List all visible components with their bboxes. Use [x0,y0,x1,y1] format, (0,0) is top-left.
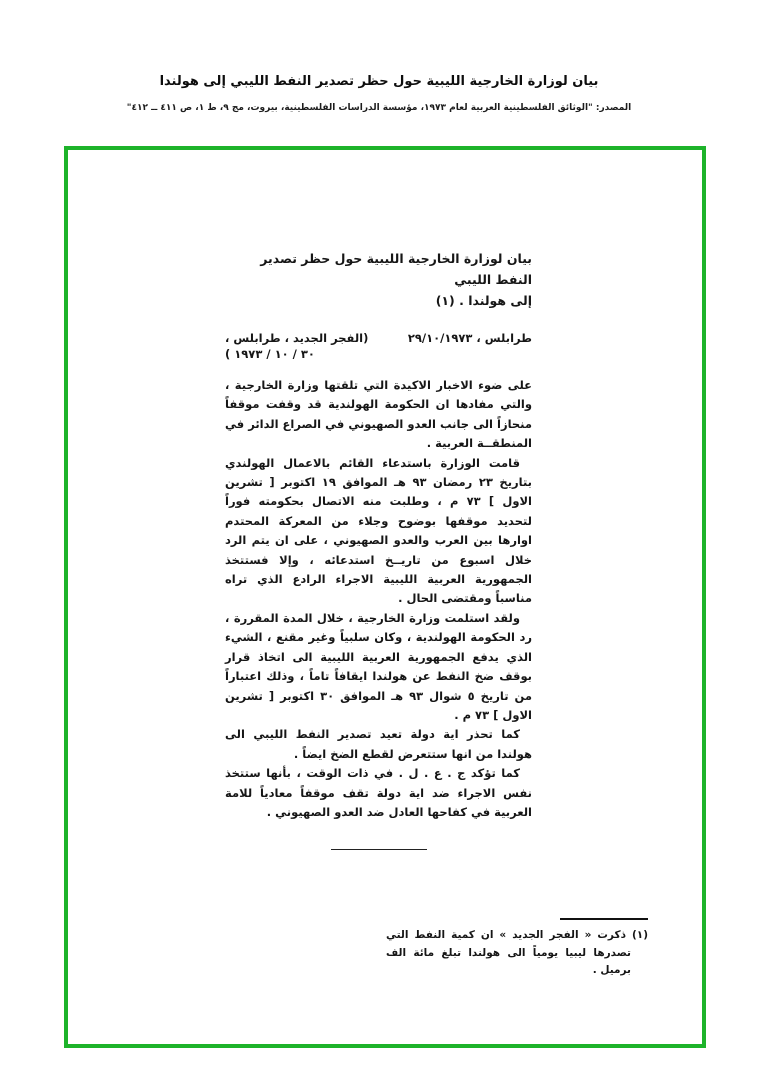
dateline-source-open: (الفجر الجديد ، طرابلس ، [225,331,369,345]
paragraph: كما تحذر اية دولة تعيد تصدير النفط الليبي الى هولندا من انها ستتعرض لقطع الضخ ايضاً . [225,727,532,761]
source-line: المصدر: "الوثائق الفلسطينية العربية لعام ١٩٧٣، مؤسسة الدراسات الفلسطينية، بيروت، مج ٩، ط ١، ص ٤١١ ــ ٤١٢" [126,103,632,113]
paragraph: ولقد استلمت وزارة الخارجية ، خلال المدة المقررة ، رد الحكومة الهولندية ، وكان سلبياً وغير مقنع ، الشيء الذي يدفع الجمهورية العربية الليبية الى اتخاذ قرار بوقف ضخ النفط عن هولندا ايقافاً تاماً ، وذلك اعتباراً من تاريخ ٥ شوال ٩٣ هـ الموافق ٣٠ اكتوبر [ تشرين الاول ] ٧٣ م . [225,610,532,722]
document-body-column [225,248,532,850]
paragraph: قامت الوزارة باستدعاء القائم بالاعمال الهولندي بتاريخ ٢٣ رمضان ٩٣ هـ الموافق ١٩ اكتوبر [ تشرين الاول ] ٧٣ م ، وطلبت منه الاتصال بحكومته فوراً لتحديد موقفها بوضوح وجلاء من المعركة المحتدم اوارها بين العرب والعدو الصهيوني ، على ان يتم الرد خلال اسبوع من تاريــخ استدعائه ، وإلا فستتخذ الجمهورية العربية الليبية الاجراء الرادع الذي تراه مناسباً ومقتضى الحال . [225,455,532,606]
footnote-text: (١) ذكرت « الفجر الجديد » ان كمية النفط التي تصدرها ليبيا يومياً الى هولندا تبلغ مائة الف برميل . [386,929,648,976]
dateline-source-date: ٣٠ / ١٠ / ١٩٧٣ ) [225,347,315,361]
document-title-line2: إلى هولندا . (١) [435,293,532,308]
footnote-block [386,918,648,980]
footnote-rule [560,918,648,920]
document-title [225,248,532,311]
page-title: بيان لوزارة الخارجية الليبية حول حظر تصدير النفط الليبي إلى هولندا [159,74,599,89]
paragraph: على ضوء الاخبار الاكيدة التي تلقتها وزارة الخارجية ، والتي مفادها ان الحكومة الهولندية قد وقفت موقفاً منحازاً الى جانب العدو الصهيوني في الصراع الدائر في المنطقــة العربية . [225,378,532,451]
paragraph: كما تؤكد ج . ع . ل . في ذات الوقت ، بأنها ستتخذ نفس الاجراء ضد اية دولة تقف موقفاً معادياً للامة العربية في كفاحها العادل ضد العدو الصهيوني . [225,766,532,819]
document-frame [64,146,706,1048]
statement-text [225,376,532,822]
document-title-line1: بيان لوزارة الخارجية الليبية حول حظر تصدير النفط الليبي [260,251,532,287]
dateline [225,331,532,361]
dateline-place-date: طرابلس ، ٢٩/١٠/١٩٧٣ [407,331,532,345]
end-divider [331,849,427,850]
